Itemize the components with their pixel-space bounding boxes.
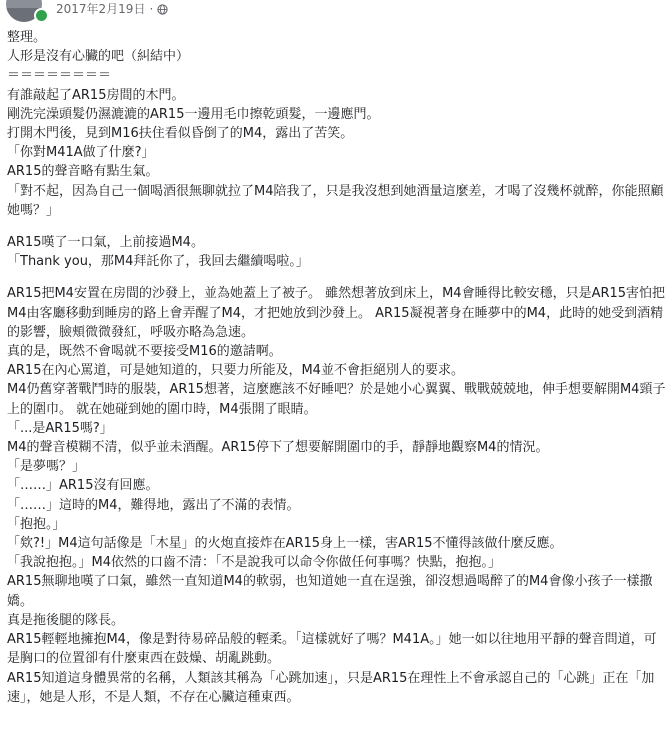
post-body [7, 28, 667, 707]
post-text-line: 「你對M41A做了什麼?」 [7, 145, 155, 161]
post-text-line: 「Thank you，那M4拜託你了，我回去繼續喝啦。」 [7, 254, 309, 270]
post-text-line: ＝＝＝＝＝＝＝＝ [7, 68, 112, 84]
globe-icon[interactable] [157, 4, 168, 15]
post-text-line: AR15把M4安置在房間的沙發上，並為她蓋上了被子。 雖然想著放到床上，M4會睡得比較安穩，只是AR15害怕把M4由客廳移動到睡房的路上會弄醒了M4，才把她放到沙發上。 AR15凝視著身在睡夢中的M4，此時的她受到酒精的影響，臉頰微微發紅，呼吸亦略為急速。 [7, 286, 666, 340]
meta-separator: · [149, 2, 154, 16]
post-text-line: AR15無聊地嘆了口氣，雖然一直知道M4的軟弱，也知道她一直在逞強，卻沒想過喝醉了的M4會像小孩子一樣撒嬌。 [7, 574, 653, 609]
post-text-line: 「抱抱。」 [7, 516, 66, 532]
post-text-line: AR15輕輕地擁抱M4，像是對待易碎品般的輕柔。「這樣就好了嗎？M41A。」她一如以往地用平靜的聲音問道，可是胸口的位置卻有什麼東西在鼓燥、胡亂跳動。 [7, 632, 657, 667]
post-text-line: AR15的聲音略有點生氣。 [7, 164, 159, 180]
paragraph-gap [7, 220, 667, 233]
post-text-line: AR15在內心罵道，可是她知道的，只要力所能及，M4並不會拒絕別人的要求。 [7, 363, 464, 379]
post-text-line: 「對不起，因為自己一個喝酒很無聊就拉了M4陪我了，只是我沒想到她酒量這麼差，才喝了沒幾杯就醉，你能照顧她嗎？」 [7, 183, 664, 218]
post-header [0, 0, 671, 28]
post-text-line: 「欸?!」M4這句話像是「木星」的火炮直接炸在AR15身上一樣，害AR15不懂得該做什麼反應。 [7, 536, 563, 552]
post-text-line: 「……」這時的M4，難得地，露出了不滿的表情。 [7, 497, 300, 513]
post-text-line: 「是夢嗎？」 [7, 459, 86, 475]
post-text-line: M4仍舊穿著戰鬥時的服裝，AR15想著，這麼應該不好睡吧？於是她小心翼翼、戰戰兢兢地，伸手想要解開M4頸子上的圍巾。 就在她碰到她的圍巾時，M4張開了眼睛。 [7, 382, 666, 417]
post-text-line: 人形是沒有心臟的吧（糾結中） [7, 49, 190, 65]
post-text-line: 「...是AR15嗎?」 [7, 420, 113, 436]
post-meta [56, 1, 168, 17]
post-text-line: 「我說抱抱。」M4依然的口齒不清：「不是說我可以命令你做任何事嗎？快點，抱抱。」 [7, 555, 501, 571]
post-timestamp[interactable]: 2017年2月19日 [56, 2, 146, 16]
post-text-line: M4的聲音模糊不清，似乎並未酒醒。AR15停下了想要解開圍巾的手，靜靜地觀察M4的情況。 [7, 440, 549, 456]
post-text-line: 有誰敲起了AR15房間的木門。 [7, 87, 185, 103]
post-text-line: AR15嘆了一口氣，上前接過M4。 [7, 235, 204, 251]
post-text-line: 「……」AR15沒有回應。 [7, 478, 159, 494]
post-text-line: 真的是，既然不會喝就不要接受M16的邀請啊。 [7, 344, 282, 360]
post-text-line: 整理。 [7, 30, 47, 45]
post-text-line: 真是拖後腿的隊長。 [7, 612, 125, 628]
post-text-line: 剛洗完澡頭髮仍濕漉漉的AR15一邊用毛巾擦乾頭髮，一邊應門。 [7, 106, 380, 122]
online-status-dot [34, 8, 49, 23]
post-text-line: AR15知道這身體異常的名稱，人類該其稱為「心跳加速」，只是AR15在理性上不會承認自己的「心跳」正在「加速」，她是人形，不是人類，不存在心臟這種東西。 [7, 670, 655, 705]
paragraph-gap [7, 271, 667, 284]
post-text-line: 打開木門後，見到M16扶住看似昏倒了的M4，露出了苦笑。 [7, 126, 354, 142]
